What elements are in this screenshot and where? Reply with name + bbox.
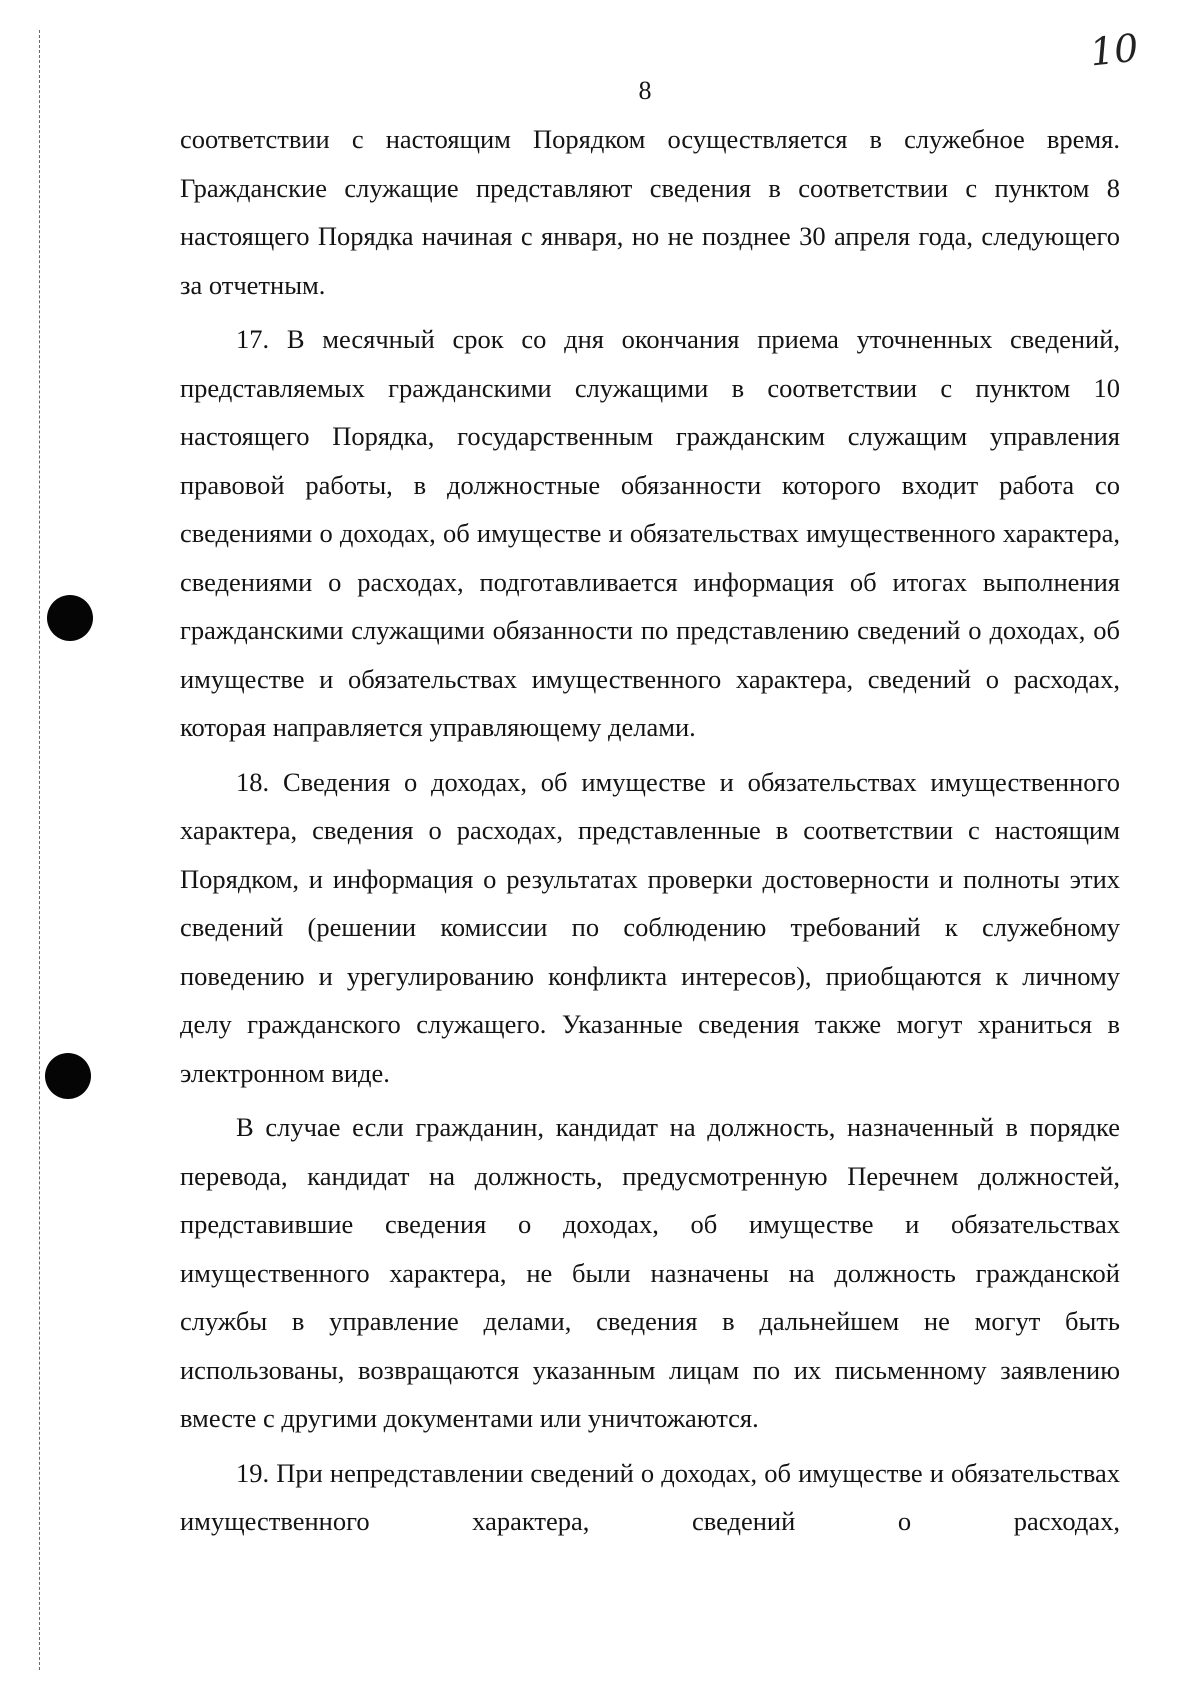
handwritten-sheet-number: 10: [1087, 25, 1141, 75]
paragraph-continuation: соответствии с настоящим Порядком осуществляется в служебное время. Гражданские служащие представляют сведения в соответствии с пунктом 8 настоящего Порядка начиная с января, но не позднее 30 апреля года, следующего за отчетным.: [180, 124, 1120, 300]
punch-hole: [47, 595, 93, 641]
paragraph-18: 18. Сведения о доходах, об имуществе и обязательствах имущественного характера, сведения о расходах, представленные в соответствии с настоящим Порядком, и информация о результатах проверки достоверности и полноты этих сведений (решении комиссии по соблюдению требований к служебному поведению и урегулированию конфликта интересов), приобщаются к личному делу гражданского служащего. Указанные сведения также могут храниться в электронном виде.: [180, 766, 1120, 1088]
punch-hole: [45, 1053, 91, 1099]
page-number: 8: [638, 76, 652, 105]
paragraph-17: 17. В месячный срок со дня окончания приема уточненных сведений, представляемых гражданскими служащими в соответствии с пунктом 10 настоящего Порядка, государственным гражданским служащим управления правовой работы, в должностные обязанности которого входит работа со сведениями о доходах, об имуществе и обязательствах имущественного характера, сведениями о расходах, подготавливается информация об итогах выполнения гражданскими служащими обязанности по представлению сведений о доходах, об имуществе и обязательствах имущественного характера, сведений о расходах, которая направляется управляющему делами.: [180, 324, 1120, 742]
binding-margin-line: [39, 30, 40, 1670]
paragraph-18-continued: В случае если гражданин, кандидат на должность, назначенный в порядке перевода, кандидат на должность, предусмотренную Перечнем должностей, представившие сведения о доходах, об имуществе и обязательствах имущественного характера, не были назначены на должность гражданской службы в управление делами, сведения в дальнейшем не могут быть использованы, возвращаются указанным лицам по их письменному заявлению вместе с другими документами или уничтожаются.: [180, 1112, 1120, 1433]
document-text: [180, 115, 1120, 1546]
paragraph-19: 19. При непредставлении сведений о доходах, об имуществе и обязательствах имущественного характера, сведений о расходах,: [180, 1457, 1120, 1536]
